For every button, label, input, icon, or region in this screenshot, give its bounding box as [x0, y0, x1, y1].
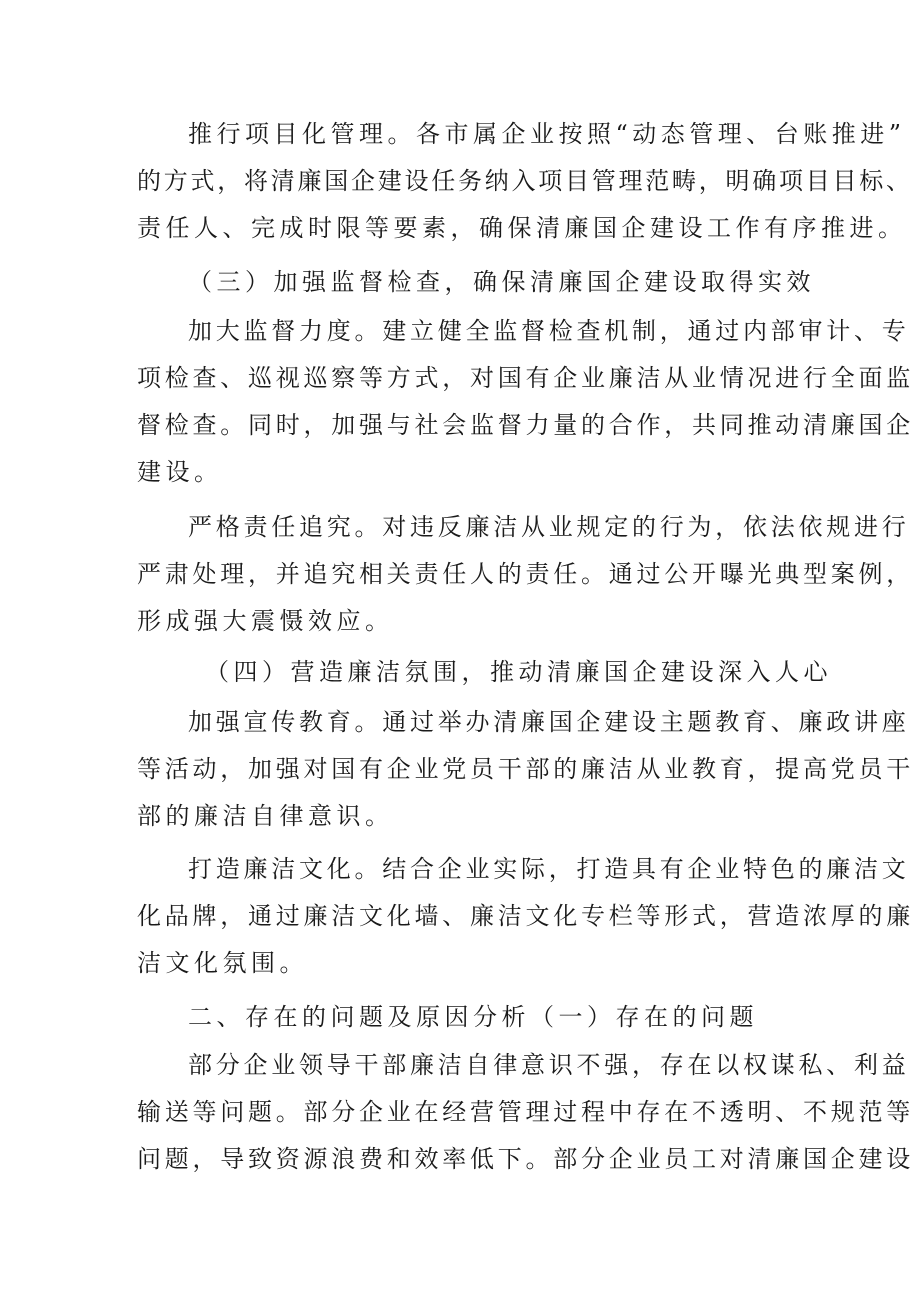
text-line-14: 等活动，加强对国有企业党员干部的廉洁从业教育，提高党员干 — [137, 755, 914, 783]
text-line-3: 责任人、完成时限等要素，确保清廉国企建设工作有序推进。 — [137, 214, 907, 242]
text-line-6: 项检查、巡视巡察等方式，对国有企业廉洁从业情况进行全面监 — [137, 364, 914, 392]
text-line-17: 化品牌，通过廉洁文化墙、廉洁文化专栏等形式，营造浓厚的廉 — [137, 902, 914, 930]
text-line-9: 严格责任追究。对违反廉洁从业规定的行为，依法依规进行 — [188, 513, 910, 541]
text-line-22: 问题，导致资源浪费和效率低下。部分企业员工对清廉国企建设 — [137, 1145, 914, 1173]
section-heading-4: （四）营造廉洁氛围，推动清廉国企建设深入人心 — [205, 658, 832, 686]
section-heading-2: 二、存在的问题及原因分析（一）存在的问题 — [188, 1003, 758, 1031]
text-line-8: 建设。 — [137, 458, 223, 486]
text-line-5: 加大监督力度。建立健全监督检查机制，通过内部审计、专 — [188, 317, 910, 345]
text-line-15: 部的廉洁自律意识。 — [137, 802, 394, 830]
text-line-2: 的方式，将清廉国企建设任务纳入项目管理范畴，明确项目目标、 — [137, 167, 913, 195]
text-line-18: 洁文化氛围。 — [137, 949, 308, 977]
text-line-7: 督检查。同时，加强与社会监督力量的合作，共同推动清廉国企 — [137, 411, 914, 439]
text-line-1: 推行项目化管理。各市属企业按照“动态管理、台账推进” — [188, 120, 906, 148]
text-line-21: 输送等问题。部分企业在经营管理过程中存在不透明、不规范等 — [137, 1098, 914, 1126]
text-line-20: 部分企业领导干部廉洁自律意识不强，存在以权谋私、利益 — [188, 1051, 910, 1079]
text-line-10: 严肃处理，并追究相关责任人的责任。通过公开曝光典型案例， — [137, 560, 914, 588]
section-heading-3: （三）加强监督检查，确保清廉国企建设取得实效 — [188, 268, 815, 296]
text-line-11: 形成强大震慑效应。 — [137, 607, 394, 635]
text-line-13: 加强宣传教育。通过举办清廉国企建设主题教育、廉政讲座 — [188, 708, 910, 736]
text-line-16: 打造廉洁文化。结合企业实际，打造具有企业特色的廉洁文 — [188, 855, 910, 883]
